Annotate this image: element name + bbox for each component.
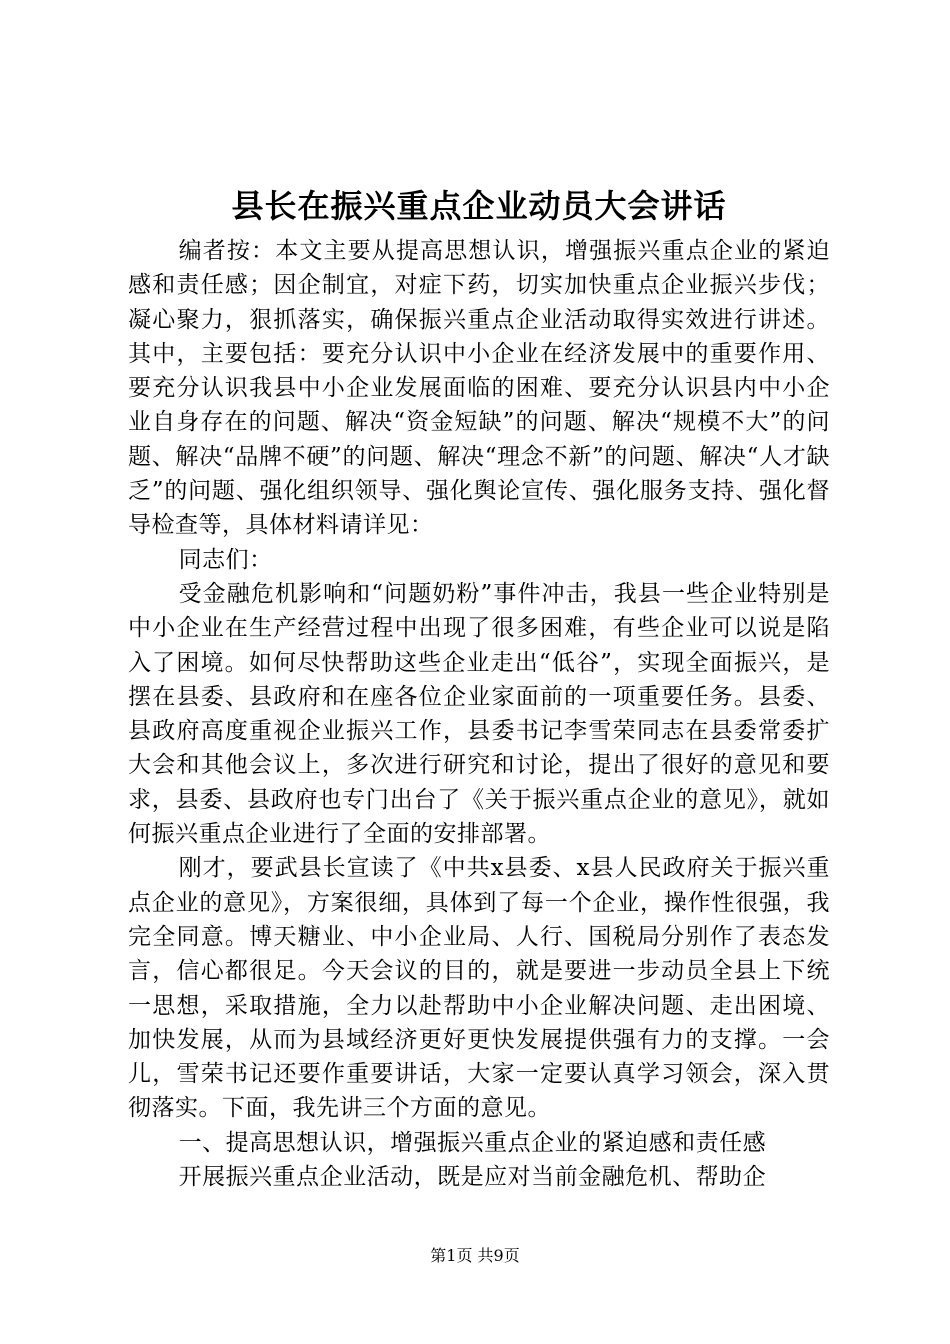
- body-paragraph: 刚才，要武县长宣读了《中共x县委、x县人民政府关于振兴重点企业的意见》，方案很细，具体到了每一个企业，操作性很强，我完全同意。博天糖业、中小企业局、人行、国税局分别作了表态发言，信心都很足。今天会议的目的，就是要进一步动员全县上下统一思想，采取措施，全力以赴帮助中小企业解决问题、走出困境、加快发展，从而为县域经济更好更快发展提供强有力的支撑。一会儿，雪荣书记还要作重要讲话，大家一定要认真学习领会，深入贯彻落实。下面，我先讲三个方面的意见。: [128, 855, 830, 1122]
- editor-note-paragraph: 编者按：本文主要从提高思想认识，增强振兴重点企业的紧迫感和责任感；因企制宜，对症下药，切实加快重点企业振兴步伐；凝心聚力，狠抓落实，确保振兴重点企业活动取得实效进行讲述。其中，主要包括：要充分认识中小企业在经济发展中的重要作用、要充分认识我县中小企业发展面临的困难、要充分认识县内中小企业自身存在的问题、解决“资金短缺”的问题、解决“规模不大”的问题、解决“品牌不硬”的问题、解决“理念不新”的问题、解决“人才缺乏”的问题、强化组织领导、强化舆论宣传、强化服务支持、强化督导检查等，具体材料请详见：: [128, 238, 830, 539]
- body-paragraph: 受金融危机影响和“问题奶粉”事件冲击，我县一些企业特别是中小企业在生产经营过程中出现了很多困难，有些企业可以说是陷入了困境。如何尽快帮助这些企业走出“低谷”，实现全面振兴，是摆在县委、县政府和在座各位企业家面前的一项重要任务。县委、县政府高度重视企业振兴工作，县委书记李雪荣同志在县委常委扩大会和其他会议上，多次进行研究和讨论，提出了很好的意见和要求，县委、县政府也专门出台了《关于振兴重点企业的意见》，就如何振兴重点企业进行了全面的安排部署。: [128, 580, 830, 848]
- document-body: [128, 234, 830, 1194]
- salutation-paragraph: 同志们：: [178, 546, 273, 573]
- body-paragraph: 开展振兴重点企业活动，既是应对当前金融危机、帮助企: [178, 1164, 767, 1191]
- page-number-footer: 第1页 共9页: [430, 1246, 520, 1265]
- section-heading: 一、提高思想认识，增强振兴重点企业的紧迫感和责任感: [178, 1129, 767, 1156]
- document-title: 县长在振兴重点企业动员大会讲话: [231, 187, 727, 225]
